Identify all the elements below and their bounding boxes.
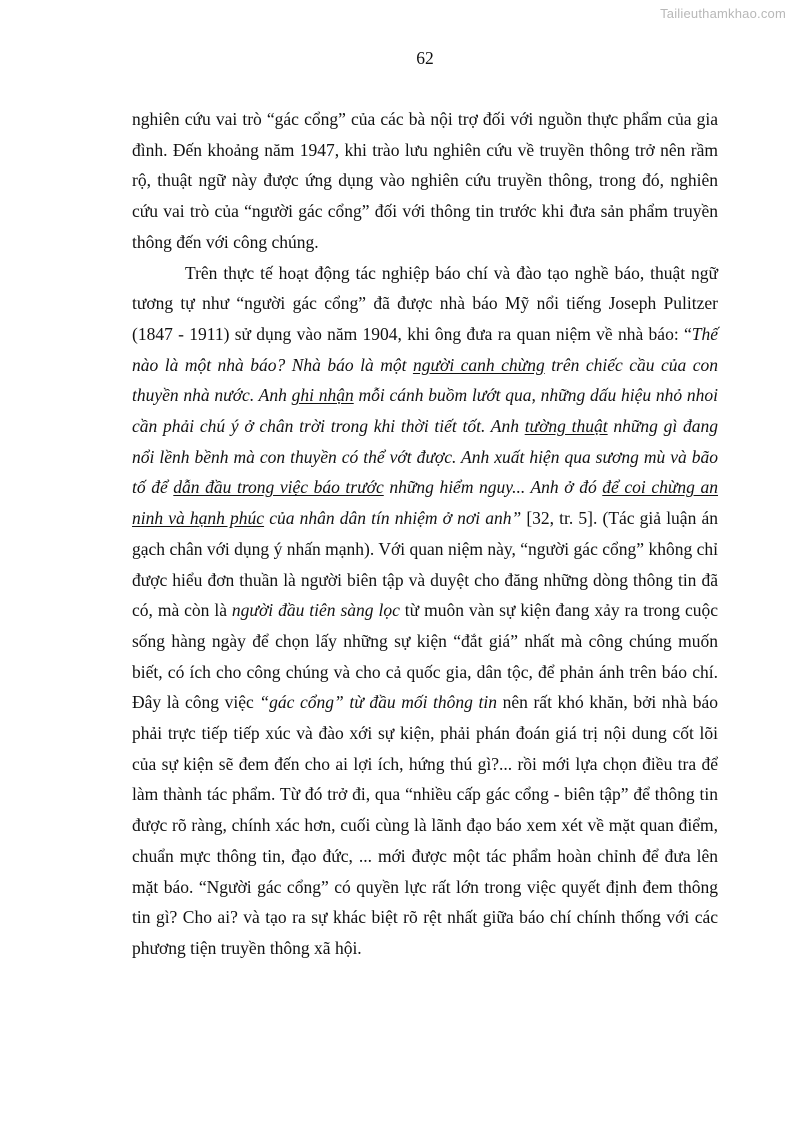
text-segment: [32, tr. 5]. (Tác giả luận án gạch chân với dụng ý nhấn mạnh). Với quan niệm này, “người gác cổng” không chỉ được hiểu đơn thuần là người biên tập và duyệt cho đăng những dòng thông tin đã có, mà còn là <box>132 508 718 621</box>
paragraph-2 <box>132 258 718 964</box>
watermark: Tailieuthamkhao.com <box>660 6 786 21</box>
quote-segment: mỗi cánh buồm lướt qua, những dấu hiệu nhỏ nhoi cần phải chú ý ở chân trời trong khi thời tiết tốt. Anh <box>132 385 718 437</box>
text-segment: nên rất khó khăn, bởi nhà báo phải trực tiếp tiếp xúc và đào xới sự kiện, phải phán đoán giá trị nội dung cốt lõi của sự kiện sẽ đem đến cho ai lợi ích, hứng thú gì?... rồi mới lựa chọn điều tra để làm thành tác phẩm. Từ đó trở đi, qua “nhiều cấp gác cổng - biên tập” để thông tin được rõ ràng, chính xác hơn, cuối cùng là lãnh đạo báo xem xét về mặt quan điểm, chuẩn mực thông tin, đạo đức, ... mới được một tác phẩm hoàn chỉnh để đưa lên mặt báo. “Người gác cổng” có quyền lực rất lớn trong việc quyết định đem thông tin gì? Cho ai? và tạo ra sự khác biệt rõ rệt nhất giữa báo chí chính thống với các phương tiện truyền thông xã hội. <box>132 692 718 958</box>
quote-segment: trên chiếc cầu của con thuyền nhà nước. Anh <box>132 354 719 406</box>
text-segment: từ muôn vàn sự kiện đang xảy ra trong cuộc sống hàng ngày để chọn lấy những sự kiện “đắt giá” nhất mà công chúng muốn biết, có ích cho công chúng và cho cả quốc gia, dân tộc, để phản ánh trên báo chí. Đây là công việc <box>132 600 718 713</box>
underlined-quote-segment: để coi chừng an ninh và hạnh phúc <box>132 477 718 529</box>
quote-segment: những hiểm nguy... Anh ở đó <box>383 477 603 498</box>
underlined-quote-segment: dẫn đầu trong việc báo trước <box>173 477 384 498</box>
quote-segment: những gì đang nổi lềnh bềnh mà con thuyền có thể vớt được. Anh xuất hiện qua sương mù và bão tố để <box>132 416 718 498</box>
body-text <box>132 104 718 964</box>
underlined-quote-segment: tường thuật <box>524 416 608 437</box>
text-segment: Trên thực tế hoạt động tác nghiệp báo chí và đào tạo nghề báo, thuật ngữ tương tự như “người gác cổng” đã được nhà báo Mỹ nổi tiếng Joseph Pulitzer (1847 - 1911) sử dụng vào năm 1904, khi ông đưa ra quan niệm về nhà báo: “ <box>132 262 718 344</box>
page-number: 62 <box>416 48 434 68</box>
quote-segment: Thế nào là một nhà báo? Nhà báo là một <box>132 323 718 375</box>
quote-segment: của nhân dân tín nhiệm ở nơi anh” <box>264 508 522 529</box>
underlined-quote-segment: ghi nhận <box>291 385 354 406</box>
emphasis-segment: “gác cổng” từ đầu mối thông tin <box>259 692 497 713</box>
underlined-quote-segment: người canh chừng <box>412 354 545 375</box>
paragraph-1: nghiên cứu vai trò “gác cổng” của các bà nội trợ đối với nguồn thực phẩm của gia đình. Đến khoảng năm 1947, khi trào lưu nghiên cứu về truyền thông trở nên rầm rộ, thuật ngữ này được ứng dụng vào nghiên cứu truyền thông, trong đó, nghiên cứu vai trò của “người gác cổng” đối với thông tin trước khi đưa sản phẩm truyền thông đến với công chúng. <box>132 109 718 252</box>
emphasis-segment: người đầu tiên sàng lọc <box>231 600 400 621</box>
